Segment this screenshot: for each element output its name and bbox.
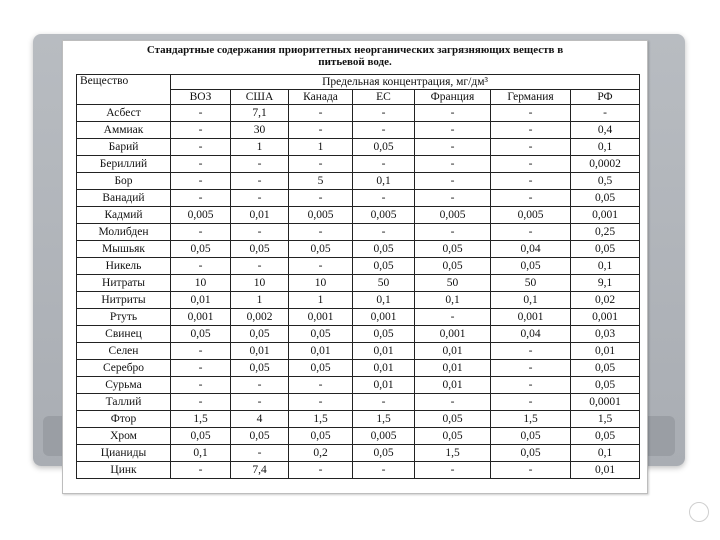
- concentration-cell: -: [289, 394, 353, 411]
- concentration-cell: 7,4: [231, 462, 289, 479]
- table-row: [77, 241, 640, 258]
- concentration-cell: 0,4: [571, 122, 640, 139]
- concentration-cell: -: [415, 462, 491, 479]
- concentration-cell: 0,01: [571, 343, 640, 360]
- concentration-cell: 0,001: [491, 309, 571, 326]
- table-row: [77, 224, 640, 241]
- concentration-cell: 0,1: [353, 292, 415, 309]
- concentration-cell: -: [171, 462, 231, 479]
- document-scan: [62, 40, 648, 494]
- table-row: [77, 326, 640, 343]
- concentration-cell: 0,1: [571, 139, 640, 156]
- concentration-cell: -: [171, 343, 231, 360]
- concentration-cell: 5: [289, 173, 353, 190]
- concentration-cell: 0,01: [415, 360, 491, 377]
- concentration-cell: 0,001: [571, 207, 640, 224]
- table-row: [77, 377, 640, 394]
- concentration-cell: -: [231, 377, 289, 394]
- concentration-cell: -: [415, 122, 491, 139]
- concentration-cell: 0,05: [353, 258, 415, 275]
- header-substance: Вещество: [77, 75, 171, 105]
- concentration-cell: -: [491, 360, 571, 377]
- concentration-cell: 0,05: [289, 241, 353, 258]
- concentration-cell: 0,1: [415, 292, 491, 309]
- concentration-cell: 10: [289, 275, 353, 292]
- concentration-cell: 0,05: [353, 241, 415, 258]
- table-row: [77, 173, 640, 190]
- concentration-cell: 0,05: [415, 411, 491, 428]
- concentration-cell: -: [491, 190, 571, 207]
- concentration-cell: 0,005: [289, 207, 353, 224]
- concentration-cell: 1: [289, 139, 353, 156]
- substance-name: Таллий: [77, 394, 171, 411]
- concentration-cell: -: [171, 105, 231, 122]
- concentration-cell: 50: [415, 275, 491, 292]
- concentration-cell: 0,01: [353, 360, 415, 377]
- concentration-cell: 0,05: [231, 241, 289, 258]
- table-row: [77, 139, 640, 156]
- concentration-cell: -: [415, 173, 491, 190]
- concentration-cell: 0,05: [353, 445, 415, 462]
- concentration-cell: -: [289, 105, 353, 122]
- concentration-cell: 0,03: [571, 326, 640, 343]
- concentration-cell: 1,5: [171, 411, 231, 428]
- table-row: [77, 207, 640, 224]
- concentration-cell: 0,05: [415, 241, 491, 258]
- concentration-cell: 0,002: [231, 309, 289, 326]
- concentration-cell: -: [289, 156, 353, 173]
- concentration-cell: 0,01: [415, 343, 491, 360]
- substance-name: Свинец: [77, 326, 171, 343]
- concentration-cell: -: [415, 309, 491, 326]
- concentration-cell: -: [353, 394, 415, 411]
- concentration-cell: 9,1: [571, 275, 640, 292]
- concentration-cell: 0,05: [571, 241, 640, 258]
- title-line-2: питьевой воде.: [318, 56, 392, 68]
- concentration-cell: 1: [289, 292, 353, 309]
- concentration-cell: -: [231, 156, 289, 173]
- concentration-cell: -: [353, 156, 415, 173]
- substance-name: Барий: [77, 139, 171, 156]
- table-row: [77, 411, 640, 428]
- concentration-cell: -: [231, 445, 289, 462]
- concentration-cell: 50: [353, 275, 415, 292]
- concentration-cell: -: [171, 394, 231, 411]
- concentration-cell: -: [171, 122, 231, 139]
- concentration-cell: -: [353, 462, 415, 479]
- concentration-cell: -: [289, 258, 353, 275]
- concentration-cell: -: [171, 224, 231, 241]
- concentration-cell: 0,0002: [571, 156, 640, 173]
- table-row: [77, 105, 640, 122]
- concentration-cell: 0,05: [571, 428, 640, 445]
- table-row: [77, 309, 640, 326]
- concentration-cell: 0,05: [353, 139, 415, 156]
- table-row: [77, 343, 640, 360]
- concentration-cell: 1,5: [415, 445, 491, 462]
- header-column: Франция: [415, 90, 491, 105]
- concentration-cell: -: [171, 258, 231, 275]
- substance-name: Асбест: [77, 105, 171, 122]
- concentration-cell: -: [353, 224, 415, 241]
- document-title: [73, 44, 637, 68]
- concentration-cell: 0,1: [171, 445, 231, 462]
- concentration-cell: 0,01: [353, 377, 415, 394]
- concentration-cell: -: [491, 139, 571, 156]
- concentration-cell: 1,5: [491, 411, 571, 428]
- table-row: [77, 258, 640, 275]
- concentration-cell: 0,05: [571, 190, 640, 207]
- concentration-cell: -: [171, 190, 231, 207]
- concentration-cell: -: [231, 394, 289, 411]
- concentration-cell: 0,001: [171, 309, 231, 326]
- slide-page-marker: [689, 502, 709, 522]
- header-limit: Предельная концентрация, мг/дм³: [171, 75, 640, 90]
- concentration-cell: 0,005: [415, 207, 491, 224]
- substance-name: Серебро: [77, 360, 171, 377]
- substance-name: Кадмий: [77, 207, 171, 224]
- table-row: [77, 462, 640, 479]
- concentration-cell: 0,001: [415, 326, 491, 343]
- concentration-cell: 0,5: [571, 173, 640, 190]
- concentration-cell: 0,05: [171, 241, 231, 258]
- concentration-cell: -: [231, 224, 289, 241]
- header-column: ЕС: [353, 90, 415, 105]
- concentration-cell: 10: [231, 275, 289, 292]
- table-row: [77, 122, 640, 139]
- concentration-cell: -: [171, 139, 231, 156]
- substance-name: Фтор: [77, 411, 171, 428]
- concentration-cell: 0,005: [353, 207, 415, 224]
- concentration-cell: -: [491, 224, 571, 241]
- header-column: РФ: [571, 90, 640, 105]
- substance-name: Нитраты: [77, 275, 171, 292]
- concentration-cell: 0,05: [231, 326, 289, 343]
- concentration-cell: -: [289, 462, 353, 479]
- concentration-cell: -: [491, 462, 571, 479]
- concentration-cell: 0,2: [289, 445, 353, 462]
- substance-name: Бериллий: [77, 156, 171, 173]
- concentration-cell: 4: [231, 411, 289, 428]
- concentration-cell: -: [491, 156, 571, 173]
- concentration-cell: 0,05: [491, 428, 571, 445]
- concentration-cell: -: [171, 156, 231, 173]
- concentration-cell: 0,05: [171, 428, 231, 445]
- concentration-cell: -: [491, 394, 571, 411]
- substance-name: Никель: [77, 258, 171, 275]
- concentration-cell: -: [289, 122, 353, 139]
- table-row: [77, 394, 640, 411]
- concentration-cell: 0,05: [353, 326, 415, 343]
- substance-name: Хром: [77, 428, 171, 445]
- concentration-cell: 0,05: [289, 428, 353, 445]
- substance-name: Цинк: [77, 462, 171, 479]
- concentration-cell: -: [231, 258, 289, 275]
- concentration-cell: 0,05: [415, 428, 491, 445]
- concentration-cell: 0,1: [353, 173, 415, 190]
- concentration-cell: -: [231, 190, 289, 207]
- concentration-cell: -: [491, 173, 571, 190]
- concentration-cell: 0,01: [171, 292, 231, 309]
- table-row: [77, 190, 640, 207]
- concentration-cell: 0,05: [415, 258, 491, 275]
- concentration-cell: 0,01: [289, 343, 353, 360]
- concentration-cell: -: [289, 190, 353, 207]
- concentration-table: [76, 74, 640, 479]
- concentration-cell: 0,1: [491, 292, 571, 309]
- concentration-cell: -: [491, 377, 571, 394]
- concentration-cell: 0,005: [171, 207, 231, 224]
- substance-name: Ртуть: [77, 309, 171, 326]
- concentration-cell: 0,001: [289, 309, 353, 326]
- table-row: [77, 445, 640, 462]
- header-column: Германия: [491, 90, 571, 105]
- concentration-cell: 0,02: [571, 292, 640, 309]
- concentration-cell: -: [171, 360, 231, 377]
- concentration-cell: -: [415, 139, 491, 156]
- table-row: [77, 275, 640, 292]
- concentration-cell: 0,01: [353, 343, 415, 360]
- substance-name: Молибден: [77, 224, 171, 241]
- concentration-cell: 0,05: [171, 326, 231, 343]
- concentration-cell: 1,5: [571, 411, 640, 428]
- substance-name: Нитриты: [77, 292, 171, 309]
- concentration-cell: 0,1: [571, 445, 640, 462]
- concentration-cell: 0,04: [491, 241, 571, 258]
- concentration-cell: 0,001: [571, 309, 640, 326]
- concentration-cell: -: [353, 190, 415, 207]
- concentration-cell: 0,04: [491, 326, 571, 343]
- concentration-cell: 0,05: [231, 428, 289, 445]
- substance-name: Аммиак: [77, 122, 171, 139]
- header-column: США: [231, 90, 289, 105]
- concentration-cell: 0,001: [353, 309, 415, 326]
- concentration-cell: 0,05: [289, 360, 353, 377]
- concentration-cell: 1: [231, 292, 289, 309]
- substance-name: Бор: [77, 173, 171, 190]
- concentration-cell: 1: [231, 139, 289, 156]
- concentration-cell: 0,25: [571, 224, 640, 241]
- concentration-cell: 0,05: [571, 360, 640, 377]
- concentration-cell: 30: [231, 122, 289, 139]
- concentration-cell: 0,05: [231, 360, 289, 377]
- header-column: Канада: [289, 90, 353, 105]
- concentration-cell: -: [415, 190, 491, 207]
- concentration-cell: 10: [171, 275, 231, 292]
- substance-name: Сурьма: [77, 377, 171, 394]
- concentration-cell: -: [289, 377, 353, 394]
- concentration-cell: -: [415, 105, 491, 122]
- concentration-cell: 0,005: [353, 428, 415, 445]
- substance-name: Цианиды: [77, 445, 171, 462]
- concentration-cell: 0,01: [231, 207, 289, 224]
- concentration-cell: 0,05: [491, 258, 571, 275]
- concentration-cell: -: [231, 173, 289, 190]
- concentration-cell: -: [491, 343, 571, 360]
- substance-name: Мышьяк: [77, 241, 171, 258]
- concentration-cell: 0,01: [571, 462, 640, 479]
- concentration-cell: -: [171, 377, 231, 394]
- table-row: [77, 360, 640, 377]
- substance-name: Селен: [77, 343, 171, 360]
- header-column: ВОЗ: [171, 90, 231, 105]
- concentration-cell: -: [171, 173, 231, 190]
- concentration-cell: -: [491, 122, 571, 139]
- concentration-cell: 0,1: [571, 258, 640, 275]
- concentration-cell: -: [415, 224, 491, 241]
- concentration-cell: 0,05: [491, 445, 571, 462]
- title-line-1: Стандартные содержания приоритетных неорганических загрязняющих веществ в: [146, 44, 564, 56]
- table-row: [77, 156, 640, 173]
- concentration-cell: 7,1: [231, 105, 289, 122]
- table-row: [77, 428, 640, 445]
- concentration-cell: -: [289, 224, 353, 241]
- concentration-cell: -: [415, 394, 491, 411]
- concentration-cell: -: [415, 156, 491, 173]
- concentration-cell: 0,0001: [571, 394, 640, 411]
- concentration-cell: -: [491, 105, 571, 122]
- concentration-cell: 0,01: [231, 343, 289, 360]
- table-row: [77, 292, 640, 309]
- concentration-cell: -: [353, 105, 415, 122]
- concentration-cell: 0,005: [491, 207, 571, 224]
- concentration-cell: -: [571, 105, 640, 122]
- concentration-cell: 1,5: [289, 411, 353, 428]
- concentration-cell: 0,05: [289, 326, 353, 343]
- concentration-cell: 0,05: [571, 377, 640, 394]
- concentration-cell: 1,5: [353, 411, 415, 428]
- concentration-cell: 0,01: [415, 377, 491, 394]
- substance-name: Ванадий: [77, 190, 171, 207]
- concentration-cell: 50: [491, 275, 571, 292]
- concentration-cell: -: [353, 122, 415, 139]
